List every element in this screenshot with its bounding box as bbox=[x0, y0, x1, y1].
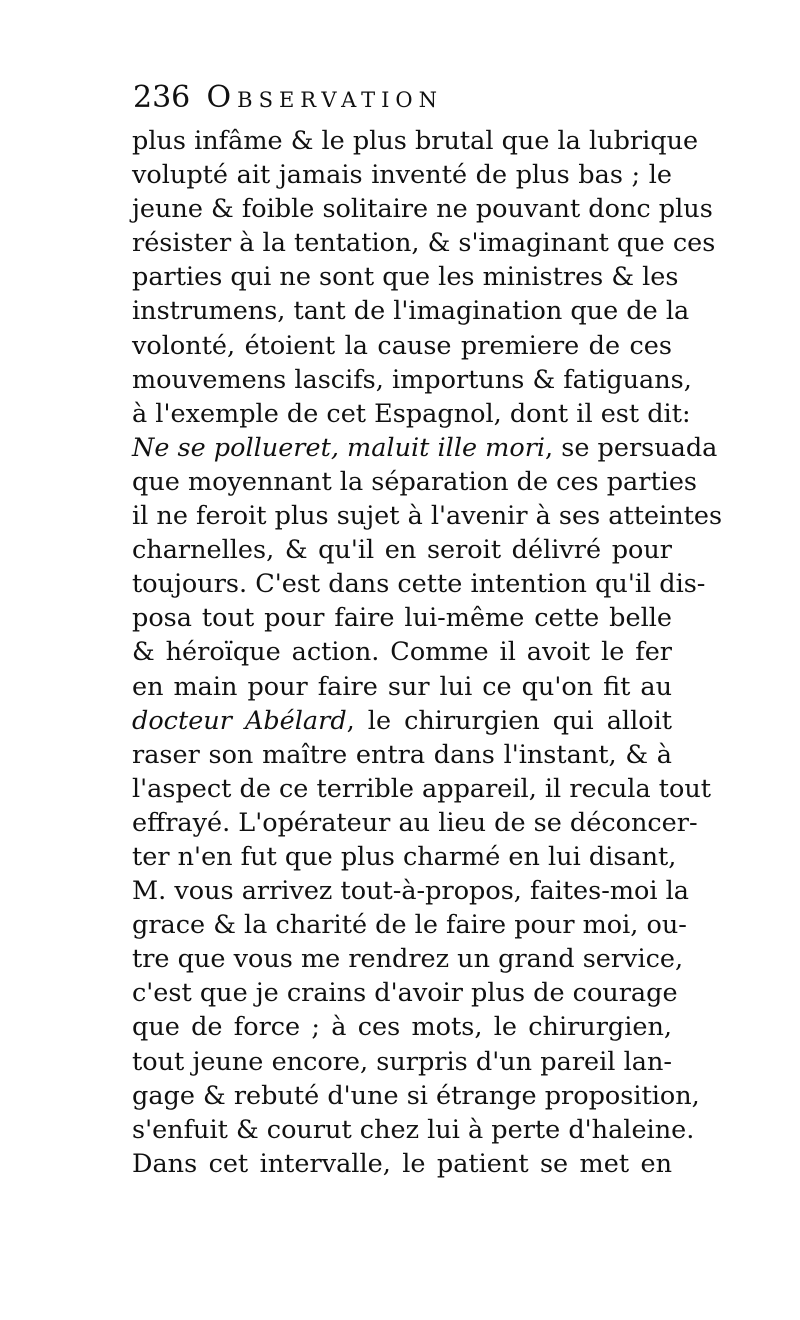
line-text: en main pour faire sur lui ce qu'on fit au bbox=[132, 671, 672, 702]
line-text: effrayé. L'opérateur au lieu de se déconcer- bbox=[132, 807, 698, 838]
text-line bbox=[132, 431, 718, 465]
text-line bbox=[132, 1010, 672, 1044]
line-text: toujours. C'est dans cette intention qu'il dis- bbox=[132, 569, 706, 600]
text-line bbox=[132, 533, 672, 567]
text-line bbox=[132, 704, 672, 738]
text-line bbox=[132, 976, 678, 1010]
text-line bbox=[132, 260, 679, 294]
line-text: Dans cet intervalle, le patient se met en bbox=[132, 1148, 672, 1179]
text-line bbox=[132, 670, 672, 704]
text-line bbox=[132, 601, 672, 635]
line-text: gage & rebuté d'une si étrange proposition, bbox=[132, 1080, 700, 1111]
page-header bbox=[133, 76, 673, 120]
line-text: , se persuada bbox=[545, 432, 718, 463]
text-line bbox=[132, 635, 672, 669]
line-text: plus infâme & le plus brutal que la lubrique bbox=[132, 126, 699, 156]
text-line bbox=[132, 1147, 672, 1181]
line-text: posa tout pour faire lui-même cette belle bbox=[132, 603, 672, 634]
line-text: que moyennant la séparation de ces parties bbox=[132, 466, 698, 497]
text-line bbox=[132, 329, 672, 363]
text-line bbox=[132, 363, 692, 397]
line-text: jeune & foible solitaire ne pouvant donc plus bbox=[132, 194, 713, 225]
line-text: ter n'en fut que plus charmé en lui disant, bbox=[132, 841, 677, 872]
text-line bbox=[132, 840, 677, 874]
line-text: , le chirurgien qui alloit bbox=[346, 705, 672, 736]
line-text: résister à la tentation, & s'imaginant que ces bbox=[132, 228, 716, 259]
line-text: tout jeune encore, surpris d'un pareil lan- bbox=[132, 1046, 672, 1077]
line-text: il ne feroit plus sujet à l'avenir à ses atteintes bbox=[132, 501, 723, 532]
line-text: c'est que je crains d'avoir plus de courage bbox=[132, 978, 678, 1009]
text-line bbox=[132, 499, 723, 533]
text-line bbox=[132, 942, 684, 976]
text-line bbox=[132, 158, 672, 192]
text-line bbox=[132, 124, 699, 158]
text-line bbox=[132, 397, 691, 431]
running-head: Observation bbox=[206, 80, 444, 115]
text-line bbox=[132, 1113, 695, 1147]
line-text: grace & la charité de le faire pour moi, ou- bbox=[132, 910, 687, 941]
line-text: mouvemens lascifs, importuns & fatiguans, bbox=[132, 364, 692, 395]
line-text: s'enfuit & courut chez lui à perte d'haleine. bbox=[132, 1114, 695, 1145]
line-text: tre que vous me rendrez un grand service, bbox=[132, 944, 684, 975]
line-text: l'aspect de ce terrible appareil, il recula tout bbox=[132, 773, 712, 804]
line-text: & héroïque action. Comme il avoit le fer bbox=[132, 637, 672, 668]
text-line bbox=[132, 567, 706, 601]
italic-name: docteur Abélard bbox=[132, 705, 347, 736]
text-line bbox=[132, 908, 687, 942]
line-text: que de force ; à ces mots, le chirurgien, bbox=[132, 1012, 672, 1043]
line-text: à l'exemple de cet Espagnol, dont il est dit: bbox=[132, 398, 691, 429]
line-text: charnelles, & qu'il en seroit délivré pour bbox=[132, 535, 672, 566]
text-line bbox=[132, 772, 712, 806]
line-text: instrumens, tant de l'imagination que de la bbox=[132, 296, 690, 327]
line-text: M. vous arrivez tout-à-propos, faites-moi la bbox=[132, 876, 690, 907]
line-text: raser son maître entra dans l'instant, & à bbox=[132, 739, 672, 770]
line-text: parties qui ne sont que les ministres & les bbox=[132, 262, 679, 293]
text-line bbox=[132, 226, 716, 260]
text-line bbox=[132, 192, 713, 226]
text-line bbox=[132, 874, 690, 908]
line-text: volonté, étoient la cause premiere de ces bbox=[132, 330, 672, 361]
page-number: 236 bbox=[133, 80, 191, 115]
text-line bbox=[132, 1079, 700, 1113]
text-line bbox=[132, 465, 698, 499]
text-line bbox=[132, 806, 698, 840]
body-text bbox=[132, 124, 723, 1181]
text-line bbox=[132, 738, 672, 772]
text-line bbox=[132, 294, 690, 328]
latin-quotation: Ne se pollueret, maluit ille mori bbox=[132, 432, 546, 463]
line-text: volupté ait jamais inventé de plus bas ; le bbox=[132, 160, 672, 191]
text-line bbox=[132, 1045, 672, 1079]
